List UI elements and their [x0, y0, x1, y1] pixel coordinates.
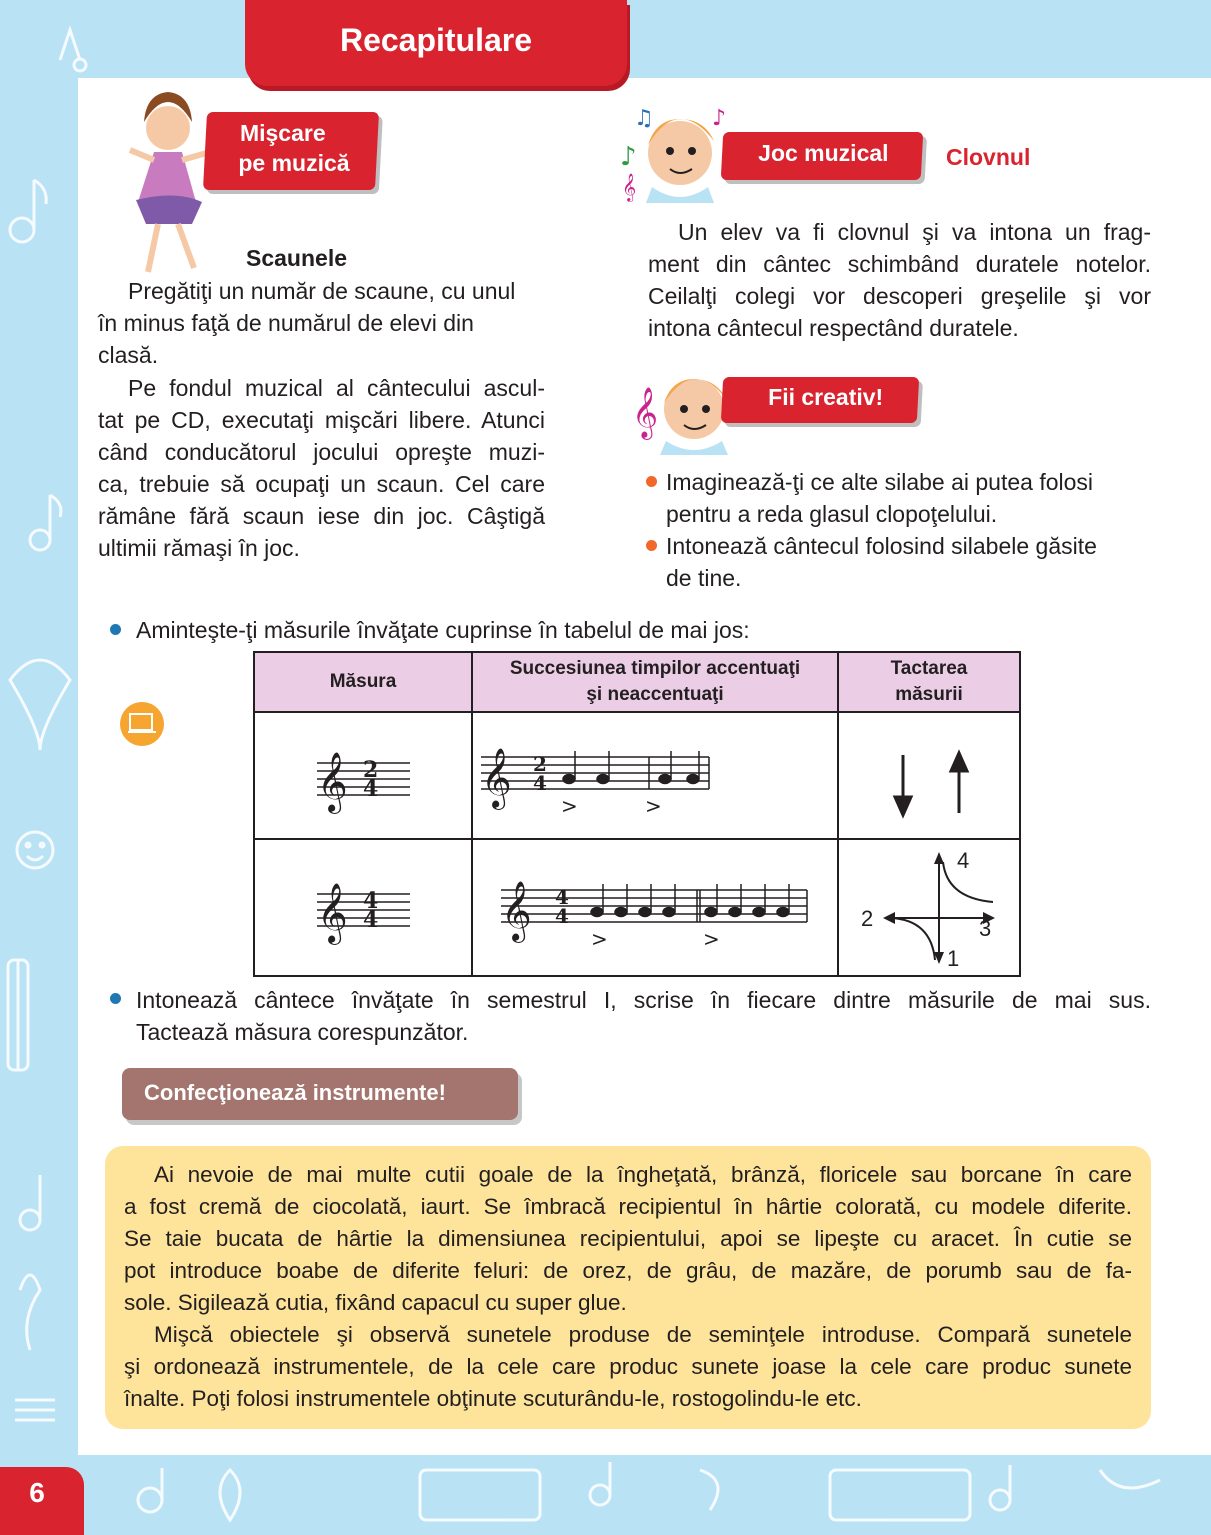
text-line: Ai nevoie de mai multe cutii goale de la îngheţată, brânză, floricele sau borcane în care [154, 1162, 1132, 1187]
conducting-pattern-4-4 [839, 840, 1019, 970]
beat-label-3: 3 [979, 916, 992, 941]
table-row [254, 839, 1020, 976]
conducting-cell-4-4 [838, 839, 1020, 976]
meter-bottom: 4 [363, 776, 379, 802]
text-line: intona cântecul respectând duratele. [648, 315, 1019, 341]
accent-mark: > [561, 794, 578, 818]
text-line: Imaginează-ţi ce alte silabe ai putea folosi [666, 469, 1094, 495]
text-line: a fost cremă de ciocolată, iaurt. Se îmbracă recipientul în hârtie colorată, cu modele diferite. [124, 1194, 1132, 1219]
ribbon-label: Fii creativ! [768, 384, 884, 410]
text-line: Mişcă obiectele şi observă sunetele produse de seminţele introduse. Compară sunetele [154, 1322, 1132, 1347]
treble-clef-icon: 𝄞 [501, 881, 532, 941]
scaunele-paragraph-1 [98, 275, 545, 371]
meter-bottom: 4 [363, 907, 379, 933]
page-title: Recapitulare [245, 0, 627, 86]
beat-label-1: 1 [947, 946, 960, 970]
text-line: Pe fondul muzical al cântecului ascul- [128, 375, 545, 401]
table-header-row [254, 652, 1020, 712]
staff-accents-2-4 [473, 713, 837, 833]
bullet-dot [646, 540, 657, 551]
bottom-border [0, 1455, 1211, 1535]
staff-2-4 [255, 713, 471, 833]
bullet-dot [646, 476, 657, 487]
accent-cell-2-4 [472, 712, 838, 839]
ribbon-line-1: Mişcare [239, 120, 326, 146]
ribbon-joc-muzical [721, 132, 924, 180]
text-line: ca, trebuie să ocupaţi un scaun. Cel care [98, 471, 545, 497]
left-border [0, 0, 78, 1535]
note [687, 775, 699, 784]
table-row [254, 712, 1020, 839]
header-tactarea [838, 652, 1020, 712]
text-line: ultimii rămaşi în joc. [98, 535, 300, 561]
text-line: rămâne fără scaun iese din joc. Câştigă [98, 503, 545, 529]
header-line: şi neaccentuaţi [586, 684, 724, 705]
staff-accents-4-4 [473, 840, 837, 970]
text-line: Tactează măsura corespunzător. [136, 1019, 469, 1045]
header-line: Succesiunea timpilor accentuaţi [509, 658, 801, 679]
meter-table [253, 651, 1021, 977]
cd-audio-icon [118, 700, 166, 748]
scaunele-paragraph-2 [98, 372, 545, 564]
treble-clef-icon: 𝄞 [317, 752, 348, 812]
svg-text:𝄞: 𝄞 [622, 173, 637, 201]
accent-mark: > [703, 927, 720, 951]
arrow-up-icon [951, 753, 967, 771]
text-line: Ceilalţi colegi vor descoperi greşelile şi vor [648, 283, 1151, 309]
ribbon-confectioneaza-instrumente: Confecţionează instrumente! [122, 1068, 518, 1120]
text-line: clasă. [98, 342, 159, 368]
table-intro-text: Aminteşte-ţi măsurile învăţate cuprinse în tabelul de mai jos: [136, 617, 750, 643]
note [563, 775, 575, 784]
scaunele-subtitle: Scaunele [246, 245, 347, 271]
svg-text:♫: ♫ [634, 106, 654, 131]
text-line: înalte. Poţi folosi instrumentele obţinute scuturându-le, rostogolindu-le etc. [124, 1386, 862, 1411]
instruments-text [124, 1159, 1132, 1415]
accent-cell-4-4 [472, 839, 838, 976]
svg-text:♪: ♪ [620, 142, 637, 172]
text-line: de tine. [666, 565, 742, 591]
text-line: sole. Sigilează cutia, fixând capacul cu super glue. [124, 1290, 627, 1315]
meter-bottom: 4 [555, 904, 569, 928]
ribbon-label: Joc muzical [758, 140, 889, 166]
meter-bottom: 4 [533, 771, 547, 795]
text-line: Intonează cântece învăţate în semestrul I, scrise în fiecare dintre măsurile de mai sus. [136, 987, 1151, 1013]
text-line: Un elev va fi clovnul şi va intona un frag- [678, 219, 1151, 245]
accent-mark: > [645, 794, 662, 818]
text-line: şi ordonează instrumentele, de la cele care produc sunete joase la cele care produc sunete [124, 1354, 1132, 1379]
treble-clef-icon: 𝄞 [317, 883, 348, 943]
meter-top: 2 [363, 757, 379, 783]
svg-text:♪: ♪ [712, 106, 727, 131]
text-line: tat pe CD, executaţi mişcări libere. Atunci [98, 407, 545, 433]
bullet-dot [110, 993, 121, 1004]
meter-top: 4 [363, 888, 379, 914]
ribbon-miscare-pe-muzica [203, 112, 379, 190]
meter-top: 4 [555, 885, 569, 909]
game-title: Clovnul [946, 144, 1031, 170]
staff-4-4 [255, 840, 471, 970]
note [659, 775, 671, 784]
text-line: pot introduce boabe de diferite feluri: de orez, de grâu, de mazăre, de porumb sau de fa- [124, 1258, 1132, 1283]
conducting-arrows-down-up [839, 713, 1019, 833]
bullet-dot [110, 624, 121, 635]
accent-mark: > [591, 927, 608, 951]
treble-clef-icon: 𝄞 [481, 748, 512, 808]
text-line: când conducătorul jocului opreşte muzi- [98, 439, 545, 465]
header-line: măsurii [895, 684, 963, 705]
beat-label-4: 4 [957, 848, 970, 873]
creative-bullet-2 [666, 530, 1097, 594]
text-line: în minus faţă de numărul de elevi din [98, 310, 474, 336]
header-masura: Măsura [254, 652, 472, 712]
intoneaza-paragraph [136, 984, 1151, 1048]
creative-bullet-1 [666, 466, 1093, 530]
note [597, 775, 609, 784]
text-line: Intonează cântecul folosind silabele găsite [666, 533, 1097, 559]
beat-label-2: 2 [861, 906, 874, 931]
svg-text:𝄞: 𝄞 [632, 387, 659, 438]
header-succesiunea [472, 652, 838, 712]
text-line: Se taie bucata de hârtie la dimensiunea recipientului, apoi se lipeşte cu aracet. În cutie se [124, 1226, 1132, 1251]
text-line: Pregătiţi un număr de scaune, cu unul [128, 278, 516, 304]
meter-top: 2 [533, 752, 547, 776]
ribbon-line-2: pe muzică [238, 150, 350, 176]
page-number: 6 [0, 1467, 84, 1535]
text-line: pentru a reda glasul clopoţelului. [666, 501, 998, 527]
conducting-cell-2-4 [838, 712, 1020, 839]
header-line: Tactarea [890, 658, 968, 679]
meter-cell-2-4 [254, 712, 472, 839]
clovnul-paragraph [648, 216, 1151, 344]
meter-cell-4-4 [254, 839, 472, 976]
arrow-down-icon [895, 797, 911, 815]
text-line: ment din cântec schimbând duratele notelor. [648, 251, 1151, 277]
ribbon-fii-creativ [721, 377, 919, 423]
